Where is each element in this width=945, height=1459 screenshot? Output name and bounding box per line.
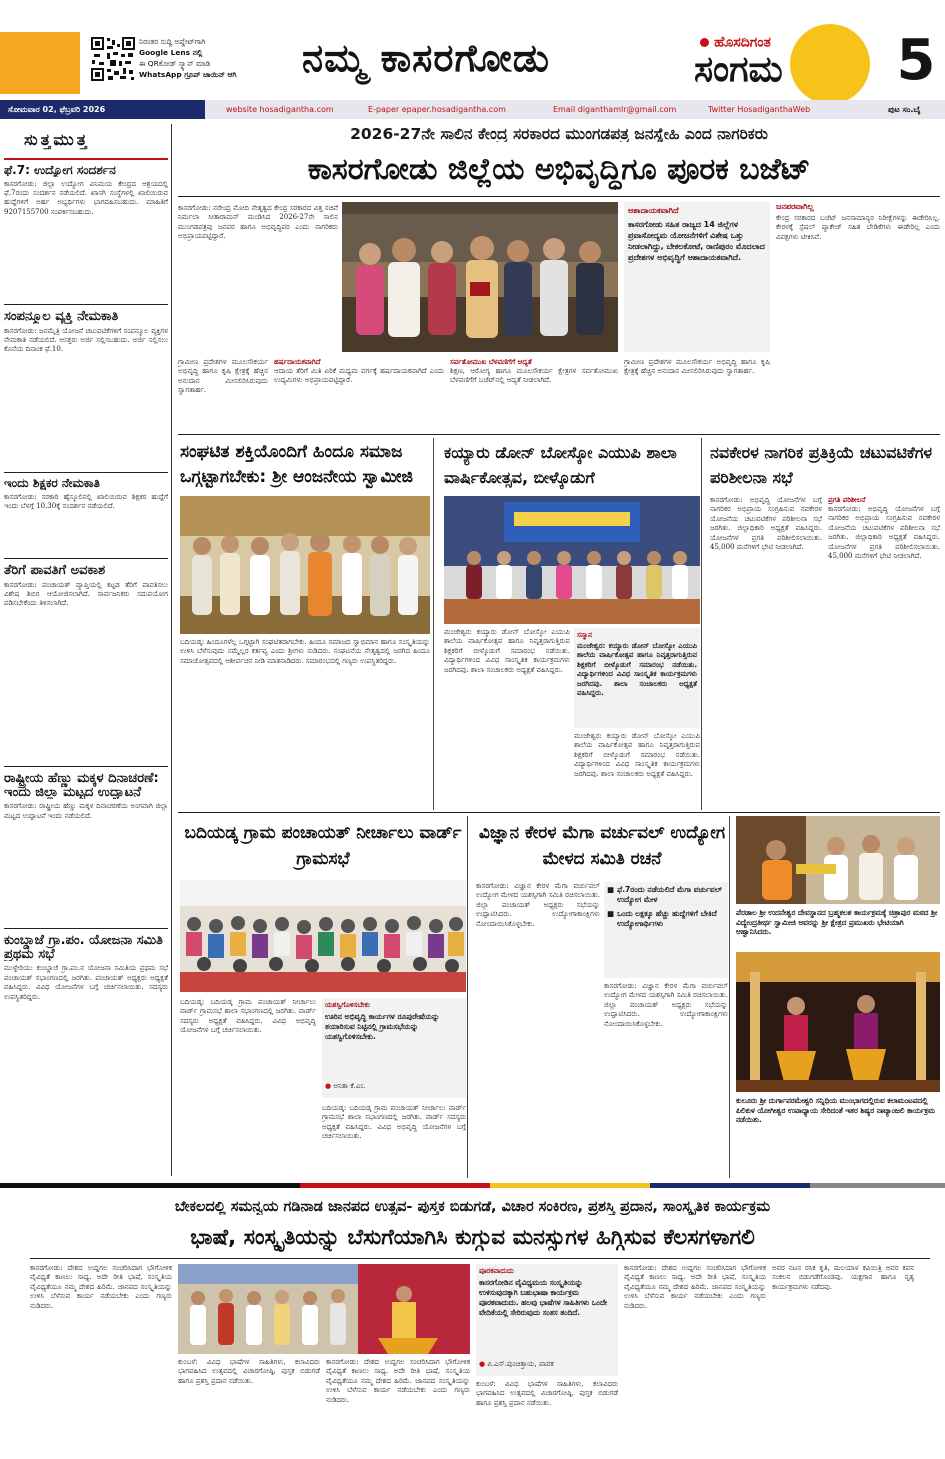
square-bullet-icon: ■ (607, 885, 615, 894)
page-label: ಪುಟ ಸಂ.ಬೈ (888, 105, 921, 114)
harsha-body: ಆದಾಯ ತೆರಿಗೆ ಮಿತಿ ಏರಿಕೆ ಮಧ್ಯಮ ವರ್ಗಕ್ಕೆ ಹರ್ಷದಾಯಕವಾಗಿದೆ ಎಂದು ಉದ್ಯಮಿಗಳು ಅಭಿಪ್ರಾಯಪಟ್ಟಿದ್ದಾರೆ. (274, 367, 444, 385)
bottom-byline-text: ಪಿ.ಎಸ್.ಪುಂಚಿತ್ತಾಯ, ಪಾವಕ (487, 1360, 554, 1368)
brand-logo-icon (700, 38, 709, 47)
byline-bullet-icon: ● (325, 1082, 332, 1090)
masthead-title: ನಮ್ಮ ಕಾಸರಗೋಡು (302, 36, 551, 80)
epaper-link[interactable]: E-paper epaper.hosadigantha.com (368, 105, 506, 114)
gramasabha-box (322, 998, 466, 1098)
gramasabha-byline-text: ಅನಿತಾ ಕೆ.ಎಂ. (333, 1082, 366, 1090)
navakerala-sub (828, 496, 940, 803)
brief-1-body: ಕಾಸರಗೋಡು: ಜಿಲ್ಲಾ ಉದ್ಯೋಗ ವಿನಿಮಯ ಕೇಂದ್ರದ ಆಶ್ರಯದಲ್ಲಿ ಫೆ.7ರಂದು ಸಂದರ್ಶನ ನಡೆಯಲಿದೆ. ಖಾಸಗಿ ಸಂಸ್ಥೆಗಳಲ್ಲಿ ಖಾಲಿಯಿರುವ ಹುದ್ದೆಗಳಿಗೆ ಅರ್ಹ ಅಭ್ಯರ್ಥಿಗಳು ಭಾಗವಹಿಸಬಹುದು. ಮಾಹಿತಿಗೆ 9207155700 ಸಂಪರ್ಕಿಸಬಹುದು. (4, 179, 168, 216)
section-divider (178, 812, 940, 813)
yellow-circle (790, 24, 870, 104)
bottom-box-byline (479, 1360, 615, 1369)
right-photos (736, 816, 940, 1178)
donbosco-photo (444, 496, 700, 624)
lead-body-3: ಗ್ರಾಮೀಣ ಪ್ರದೇಶಗಳ ಮೂಲಸೌಕರ್ಯ ಅಭಿವೃದ್ಧಿ ಹಾಗೂ ಕೃಷಿ ಕ್ಷೇತ್ರಕ್ಕೆ ಹೆಚ್ಚಿನ ಅನುದಾನ ಮೀಸಲಿರಿಸಿರುವುದು ಸ್ವಾಗತಾರ್ಹ. (624, 358, 770, 376)
divider (4, 558, 168, 559)
left-column (0, 124, 172, 1176)
band-yellow-segment (490, 1183, 650, 1188)
story-donbosco (440, 438, 702, 810)
brief-6-body: ಮುಳ್ಳೇರಿಯ: ಕುಂಬ್ಡಾಜೆ ಗ್ರಾ.ಪಂ.ನ ಯೋಜನಾ ಸಮಿತಿಯ ಪ್ರಥಮ ಸಭೆ ಪಂಚಾಯತ್ ಸಭಾಂಗಣದಲ್ಲಿ ಜರಗಿತು. ಪಂಚಾಯತ್ ಅಧ್ಯಕ್ಷರು ಅಧ್ಯಕ್ಷತೆ ವಹಿಸಿದ್ದರು. ವಿವಿಧ ಯೋಜನೆಗಳ ಬಗ್ಗೆ ಚರ್ಚಿಸಲಾಯಿತು. ಸದಸ್ಯರು ಉಪಸ್ಥಿತರಿದ್ದರು. (4, 964, 168, 1001)
band-blue-segment (650, 1183, 810, 1188)
lead-body-2: ಗ್ರಾಮೀಣ ಪ್ರದೇಶಗಳ ಮೂಲಸೌಕರ್ಯ ಅಭಿವೃದ್ಧಿ ಹಾಗೂ ಕೃಷಿ ಕ್ಷೇತ್ರಕ್ಕೆ ಹೆಚ್ಚಿನ ಅನುದಾನ ಮೀಸಲಿರಿಸಿರುವುದು ಸ್ವಾಗತಾರ್ಹ. (178, 358, 268, 395)
bottom-photo-1 (178, 1264, 470, 1354)
bottom-story (0, 1194, 945, 1459)
navakerala-sub-body: ಕಾಸರಗೋಡು: ಅಭಿವೃದ್ಧಿ ಯೋಜನೆಗಳ ಬಗ್ಗೆ ನಾಗರಿಕರ ಅಭಿಪ್ರಾಯ ಸಂಗ್ರಹಿಸುವ ನವಕೇರಳ ಯೋಜನೆಯ ಚಟುವಟಿಕೆಗಳ ಪರಿಶೀಲನಾ ಸಭೆ ಜರಗಿತು. ಜಿಲ್ಲಾಧಿಕಾರಿ ಅಧ್ಯಕ್ಷತೆ ವಹಿಸಿದ್ದರು. ಯೋಜನೆಗಳ ಪ್ರಗತಿ ಪರಿಶೀಲಿಸಲಾಯಿತು. 45,000 ಮನೆಗಳಿಗೆ ಭೇಟಿ ನೀಡಲಾಗಿದೆ. (828, 505, 940, 561)
bottom-box-head: ಪೂರಕವಾದುದು (479, 1267, 514, 1275)
temple-visit-photo (736, 816, 940, 904)
navakerala-body: ಕಾಸರಗೋಡು: ಅಭಿವೃದ್ಧಿ ಯೋಜನೆಗಳ ಬಗ್ಗೆ ನಾಗರಿಕರ ಅಭಿಪ್ರಾಯ ಸಂಗ್ರಹಿಸುವ ನವಕೇರಳ ಯೋಜನೆಯ ಚಟುವಟಿಕೆಗಳ ಪರಿಶೀಲನಾ ಸಭೆ ಜರಗಿತು. ಜಿಲ್ಲಾಧಿಕಾರಿ ಅಧ್ಯಕ್ಷತೆ ವಹಿಸಿದ್ದರು. ಯೋಜನೆಗಳ ಪ್ರಗತಿ ಪರಿಶೀಲಿಸಲಾಯಿತು. 45,000 ಮನೆಗಳಿಗೆ ಭೇಟಿ ನೀಡಲಾಗಿದೆ. (710, 496, 822, 552)
donbosco-box-body: ಮಂಜೇಶ್ವರ: ಕಯ್ಯಾರು ಡೋನ್ ಬೋಸ್ಕೋ ಎಯುಪಿ ಶಾಲೆಯ ವಾರ್ಷಿಕೋತ್ಸವ ಹಾಗೂ ನಿವೃತ್ತರಾಗುತ್ತಿರುವ ಶಿಕ್ಷಕರಿಗೆ ಬೀಳ್ಕೊಡುಗೆ ಸಮಾರಂಭ ನಡೆಯಿತು. ವಿದ್ಯಾರ್ಥಿಗಳಿಂದ ವಿವಿಧ ಸಾಂಸ್ಕೃತಿಕ ಕಾರ್ಯಕ್ರಮಗಳು ಜರಗಿದವು. ಶಾಲಾ ಸಂಚಾಲಕರು ಅಧ್ಯಕ್ಷತೆ ವಹಿಸಿದ್ದರು. (577, 642, 697, 698)
gramasabha-headline: ಬದಿಯಡ್ಕ ಗ್ರಾಮ ಪಂಚಾಯತ್ ನೀರ್ಚಾಲು ವಾರ್ಡ್ ಗ್ರಾಮಸಭೆ (184, 823, 462, 869)
coop-head: ಸರ್ವತೋಮುಖ ಬೆಳವಣಿಗೆಗೆ ಆದ್ಯತೆ (450, 358, 532, 366)
bottom-body-3: ಕುಂಬಳೆ: ವಿವಿಧ ಭಾಷೆಗಳ ಸಾಹಿತಿಗಳು, ಕಲಾವಿದರು ಭಾಗವಹಿಸಿದ ಉತ್ಸವದಲ್ಲಿ ವಿಚಾರಗೋಷ್ಠಿ, ಪುಸ್ತಕ ಬಿಡುಗಡೆ ಹಾಗೂ ಪ್ರಶಸ್ತಿ ಪ್ರದಾನ ನಡೆಯಿತು. (476, 1380, 618, 1407)
website-link[interactable]: website hosadigantha.com (226, 105, 334, 114)
jobfair-bullet-1-text: ಫೆ.7ರಂದು ನಡೆಯಲಿದೆ ಮೆಗಾ ವರ್ಚುವಲ್ ಉದ್ಯೋಗ ಮೇಳ (617, 885, 723, 904)
lead-story (178, 124, 940, 432)
bottom-quote-box (476, 1264, 618, 1376)
brief-6 (4, 934, 168, 1144)
gramasabha-body-2: ಬದಿಯಡ್ಕ: ಬದಿಯಡ್ಕ ಗ್ರಾಮ ಪಂಚಾಯತ್ ನೀರ್ಚಾಲು ವಾರ್ಡ್ ಗ್ರಾಮಸಭೆ ಶಾಲಾ ಸಭಾಂಗಣದಲ್ಲಿ ಜರಗಿತು. ವಾರ್ಡ್ ಸದಸ್ಯರು ಅಧ್ಯಕ್ಷತೆ ವಹಿಸಿದ್ದರು. ವಿವಿಧ ಅಭಿವೃದ್ಧಿ ಯೋಜನೆಗಳ ಬಗ್ಗೆ ಚರ್ಚಿಸಲಾಯಿತು. (322, 1104, 466, 1141)
book-release-photo (178, 1264, 470, 1354)
brief-2 (4, 310, 168, 445)
donbosco-box (574, 628, 700, 728)
lead-body-1: ಕಾಸರಗೋಡು: ನರೇಂದ್ರ ಮೋದಿ ನೇತೃತ್ವದ ಕೇಂದ್ರ ಸರಕಾರದ ವಿತ್ತ ಸಚಿವೆ ನಿರ್ಮಲಾ ಸೀತಾರಾಮನ್ ಮಂಡಿಸಿದ 2026-27ನೇ ಸಾಲಿನ ಮುಂಗಡಪತ್ರವು ಜನಪರ ಹಾಗೂ ಅಭಿವೃದ್ಧಿಪರ ಎಂದು ನಾಗರಿಕರು ಅಭಿಪ್ರಾಯಪಟ್ಟಿದ್ದಾರೆ. (178, 204, 338, 241)
qr-line-4: WhatsApp ಗ್ರೂಪ್ ಜಾಯಿನ್ ಆಗಿ (139, 70, 237, 79)
lead-harsha (274, 358, 444, 427)
brief-3-body: ಕಾಸರಗೋಡು: ಸರಕಾರಿ ಹೈಸ್ಕೂಲಿನಲ್ಲಿ ಖಾಲಿಯಿರುವ ಶಿಕ್ಷಕರ ಹುದ್ದೆಗೆ ಇಂದು ಬೆಳಗ್ಗೆ 10.30ಕ್ಕೆ ಸಂದರ್ಶನ ನಡೆಯಲಿದೆ. (4, 492, 168, 510)
swamiji-visit-photo (736, 816, 940, 904)
bottom-body-4: ಕಾಸರಗೋಡು: ದೇಶದ ಉದ್ದಗಲ ಸಂಚರಿಸಿದಾಗ ಭೌಗೋಳಿಕ ವೈವಿಧ್ಯತೆ ಕಾಣಲು ಸಾಧ್ಯ. ಅದೇ ರೀತಿ ಭಾಷೆ, ಸಂಸ್ಕೃತಿಯ ವೈವಿಧ್ಯತೆಯೂ ನಮ್ಮ ದೇಶದ ಹಿರಿಮೆ. ಜಾನಪದ ಸಂಸ್ಕೃತಿಯನ್ನು ಉಳಿಸಿ ಬೆಳೆಸುವ ಕಾರ್ಯ ನಡೆಯಬೇಕು ಎಂದು ಗಣ್ಯರು ನುಡಿದರು. (624, 1264, 766, 1310)
info-bar (0, 100, 945, 119)
brief-2-body: ಕಾಸರಗೋಡು: ಜನಮೈತ್ರಿ ಯೋಜನೆ ಚಟುವಟಿಕೆಗಳಿಗೆ ಸಂಪನ್ಮೂಲ ವ್ಯಕ್ತಿಗಳ ನೇಮಕಾತಿ ನಡೆಯಲಿದೆ. ಆಸಕ್ತರು ಅರ್ಜಿ ಸಲ್ಲಿಸಬಹುದು. ಅರ್ಜಿ ಸಲ್ಲಿಸಲು ಕೊನೆಯ ದಿನಾಂಕ ಫೆ.10. (4, 326, 168, 354)
budget-presentation-photo (342, 202, 618, 352)
jobfair-bullet-2-text: ಒಂದು ಲಕ್ಷಕ್ಕೂ ಹೆಚ್ಚು ಹುದ್ದೆಗಳಿಗೆ ಬೇಕಿದೆ ಉದ್ಯೋಗಾರ್ಥಿಗಳು (617, 909, 717, 928)
jobfair-body-2: ಕಾಸರಗೋಡು: ವಿಜ್ಞಾನ ಕೇರಳ ಮೆಗಾ ವರ್ಚುವಲ್ ಉದ್ಯೋಗ ಮೇಳದ ಯಶಸ್ಸಿಗಾಗಿ ಸಮಿತಿ ರಚಿಸಲಾಯಿತು. ಜಿಲ್ಲಾ ಪಂಚಾಯತ್ ಅಧ್ಯಕ್ಷರು ಸಭೆಯನ್ನು ಉದ್ಘಾಟಿಸಿದರು. ಉದ್ಯೋಗಾಕಾಂಕ್ಷಿಗಳು ನೋಂದಾಯಿಸಿಕೊಳ್ಳಬೇಕು. (604, 982, 728, 1028)
band-black-segment (0, 1183, 300, 1188)
qr-instructions (139, 36, 299, 80)
dance-caption: ಕುಲೂರು ಶ್ರೀ ದುರ್ಗಾಪರಮೇಶ್ವರಿ ಸನ್ನಿಧಿಯ ಮುಂಭಾಗದಲ್ಲಿರುವ ಕಲಾಮಂಟಪದಲ್ಲಿ ಪಿಲಿಕುಳ ಯೋಗೀಶ್ವರ ಉಪಾಧ್ಯಾಯ ಸೇರಿದಂತೆ ಇತರ ಶಿಷ್ಯರ ನಾಟ್ಯಾಂಜಲಿ ಕಾರ್ಯಕ್ರಮ ನಡೆಯಿತು. (736, 1096, 935, 1125)
temple-visit-caption: ಪೆರಡಾಲ ಶ್ರೀ ಉದನೇಶ್ವರ ದೇವಸ್ಥಾನದ ಬ್ರಹ್ಮಕಲಶ ಕಾರ್ಯಕ್ರಮಕ್ಕೆ ಚಿತ್ರಾಪುರ ಮಠದ ಶ್ರೀ ವಿದ್ಯೇಂದ್ರತೀರ್ಥ ಸ್ವಾಮೀಜಿ ಅವರನ್ನು ಶ್ರೀ ಕ್ಷೇತ್ರದ ಪ್ರಮುಖರು ಭೇಟಿಯಾಗಿ ಆಹ್ವಾನಿಸಿದರು. (736, 908, 938, 937)
lead-box-body: ಕಾಸರಗೋಡು ಸಹಿತ ರಾಜ್ಯದ 14 ಜಿಲ್ಲೆಗಳ ಪ್ರವಾಸೋದ್ಯಮ ಯೋಜನೆಗಳಿಗೆ ವಿಶೇಷ ಒತ್ತು ನೀಡಲಾಗಿದ್ದು, ಬೇಕಲಕೋಟೆ, ರಾಣಿಪುರಂ ಮೊದಲಾದ ಪ್ರದೇಶಗಳ ಅಭಿವೃದ್ಧಿಗೆ ಆಶಾದಾಯಕವಾಗಿದೆ. (628, 220, 765, 262)
qr-line-2: Google Lens ನಲ್ಲಿ (139, 48, 203, 57)
divider (4, 304, 168, 305)
donbosco-headline: ಕಯ್ಯಾರು ಡೋನ್ ಬೋಸ್ಕೋ ಎಯುಪಿ ಶಾಲಾ ವಾರ್ಷಿಕೋತ್ಸವ, ಬೀಳ್ಕೊಡುಗೆ (444, 443, 677, 487)
bottom-body: ಕಾಸರಗೋಡು: ದೇಶದ ಉದ್ದಗಲ ಸಂಚರಿಸಿದಾಗ ಭೌಗೋಳಿಕ ವೈವಿಧ್ಯತೆ ಕಾಣಲು ಸಾಧ್ಯ. ಅದೇ ರೀತಿ ಭಾಷೆ, ಸಂಸ್ಕೃತಿಯ ವೈವಿಧ್ಯತೆಯೂ ನಮ್ಮ ದೇಶದ ಹಿರಿಮೆ. ಜಾನಪದ ಸಂಸ್ಕೃತಿಯನ್ನು ಉಳಿಸಿ ಬೆಳೆಸುವ ಕಾರ್ಯ ನಡೆಯಬೇಕು ಎಂದು ಗಣ್ಯರು ನುಡಿದರು. (30, 1264, 172, 1310)
brief-6-headline: ಕುಂಬ್ಡಾಜೆ ಗ್ರಾ.ಪಂ. ಯೋಜನಾ ಸಮಿತಿ ಪ್ರಥಮ ಸಭೆ (4, 934, 163, 962)
donbosco-box-head: ಸನ್ಮಾನ (577, 631, 592, 639)
gramasabha-body: ಬದಿಯಡ್ಕ: ಬದಿಯಡ್ಕ ಗ್ರಾಮ ಪಂಚಾಯತ್ ನೀರ್ಚಾಲು ವಾರ್ಡ್ ಗ್ರಾಮಸಭೆ ಶಾಲಾ ಸಭಾಂಗಣದಲ್ಲಿ ಜರಗಿತು. ವಾರ್ಡ್ ಸದಸ್ಯರು ಅಧ್ಯಕ್ಷತೆ ವಹಿಸಿದ್ದರು. ವಿವಿಧ ಅಭಿವೃದ್ಧಿ ಯೋಜನೆಗಳ ಬಗ್ಗೆ ಚರ್ಚಿಸಲಾಯಿತು. (180, 998, 316, 1035)
lead-side (776, 202, 940, 432)
page-number: 5 (896, 28, 936, 93)
bottom-rule (30, 1258, 930, 1259)
section-badge (690, 30, 890, 98)
brand-name: ಹೊಸದಿಗಂತ (714, 34, 771, 51)
bottom-body-2: ಕುಂಬಳೆ: ವಿವಿಧ ಭಾಷೆಗಳ ಸಾಹಿತಿಗಳು, ಕಲಾವಿದರು ಭಾಗವಹಿಸಿದ ಉತ್ಸವದಲ್ಲಿ ವಿಚಾರಗೋಷ್ಠಿ, ಪುಸ್ತಕ ಬಿಡುಗಡೆ ಹಾಗೂ ಪ್ರಶಸ್ತಿ ಪ್ರದಾನ ನಡೆಯಿತು. (178, 1358, 320, 1385)
samaja-headline: ಸಂಘಟಿತ ಶಕ್ತಿಯೊಂದಿಗೆ ಹಿಂದೂ ಸಮಾಜ ಒಗ್ಗಟ್ಟಾಗಬೇಕು: ಶ್ರೀ ಆಂಜನೇಯ ಸ್ವಾಮೀಜಿ (180, 442, 413, 487)
lead-photo (342, 202, 618, 352)
lead-box-head: ಆಶಾದಾಯಕವಾಗಿದೆ (628, 206, 679, 215)
gramasabha-photo (180, 880, 466, 992)
lead-headline: ಕಾಸರಗೋಡು ಜಿಲ್ಲೆಯ ಅಭಿವೃದ್ಧಿಗೂ ಪೂರಕ ಬಜೆಟ್ (307, 152, 811, 187)
story-gramasabha (178, 816, 468, 1178)
divider (4, 928, 168, 929)
story-jobfair (474, 816, 730, 1178)
gramasabha-box-head: ಯಶಸ್ವಿಗೊಳಿಸಬೇಕು (325, 1001, 370, 1009)
gramasabha-box-byline (325, 1082, 463, 1091)
brief-4 (4, 564, 168, 743)
bottom-body-5: ಅವರ ನಟನ ರಸಿಕ ಕೃತಿ, ಮಲಯಾಳ ಕವಿಯಿತ್ರಿ ಅವರ ಕವನ ಸಂಕಲನ ಬಿಡುಗಡೆಗೊಂಡವು. ಯಕ್ಷಗಾನ ಹಾಗೂ ನೃತ್ಯ ಕಾರ್ಯಕ್ರಮಗಳು ನಡೆದವು. (772, 1264, 914, 1291)
lead-quote-box (624, 202, 770, 352)
section-name: ಸಂಗಮ (694, 49, 783, 90)
navakerala-headline: ನವಕೇರಳ ನಾಗರಿಕ ಪ್ರತಿಕ್ರಿಯೆ ಚಟುವಟಿಕೆಗಳ ಪರಿಶೀಲನಾ ಸಭೆ (710, 443, 933, 487)
bottom-body-2b: ಕಾಸರಗೋಡು: ದೇಶದ ಉದ್ದಗಲ ಸಂಚರಿಸಿದಾಗ ಭೌಗೋಳಿಕ ವೈವಿಧ್ಯತೆ ಕಾಣಲು ಸಾಧ್ಯ. ಅದೇ ರೀತಿ ಭಾಷೆ, ಸಂಸ್ಕೃತಿಯ ವೈವಿಧ್ಯತೆಯೂ ನಮ್ಮ ದೇಶದ ಹಿರಿಮೆ. ಜಾನಪದ ಸಂಸ್ಕೃತಿಯನ್ನು ಉಳಿಸಿ ಬೆಳೆಸುವ ಕಾರ್ಯ ನಡೆಯಬೇಕು ಎಂದು ಗಣ್ಯರು ನುಡಿದರು. (326, 1358, 470, 1404)
stage-dignitaries-photo (180, 496, 430, 634)
samaja-body: ಬದಿಯಡ್ಕ: ಹಿಂದೂಗಳೆಲ್ಲ ಒಗ್ಗಟ್ಟಾಗಿ ಸಂಘಟಿತರಾಗಬೇಕು. ಹಿಂದೂ ಸಮಾಜದ ಸ್ವಾಭಿಮಾನ ಹಾಗೂ ಸಂಸ್ಕೃತಿಯನ್ನು ಉಳಿಸಿ ಬೆಳೆಸುವುದು ನಮ್ಮೆಲ್ಲರ ಕರ್ತವ್ಯ ಎಂದು ಶ್ರೀಗಳು ನುಡಿದರು. ಸಂಘಟನೆಯ ನೇತೃತ್ವದಲ್ಲಿ ಜರಗಿದ ಹಿಂದೂ ಸಮಾಜೋತ್ಸವದಲ್ಲಿ ಆಶೀರ್ವಚನ ನೀಡಿ ಮಾತನಾಡಿದರು. ಸಮಾರಂಭದಲ್ಲಿ ಗಣ್ಯರು ಉಪಸ್ಥಿತರಿದ್ದರು. (180, 638, 430, 665)
dance-photo (736, 952, 940, 1092)
section-logo-text: ಸುತ್ತಮುತ್ತ (24, 130, 90, 149)
donbosco-body: ಮಂಜೇಶ್ವರ: ಕಯ್ಯಾರು ಡೋನ್ ಬೋಸ್ಕೋ ಎಯುಪಿ ಶಾಲೆಯ ವಾರ್ಷಿಕೋತ್ಸವ ಹಾಗೂ ನಿವೃತ್ತರಾಗುತ್ತಿರುವ ಶಿಕ್ಷಕರಿಗೆ ಬೀಳ್ಕೊಡುಗೆ ಸಮಾರಂಭ ನಡೆಯಿತು. ವಿದ್ಯಾರ್ಥಿಗಳಿಂದ ವಿವಿಧ ಸಾಂಸ್ಕೃತಿಕ ಕಾರ್ಯಕ್ರಮಗಳು ಜರಗಿದವು. ಶಾಲಾ ಸಂಚಾಲಕರು ಅಧ್ಯಕ್ಷತೆ ವಹಿಸಿದ್ದರು. (444, 628, 570, 674)
brief-2-headline: ಸಂಪನ್ಮೂಲ ವ್ಯಕ್ತಿ ನೇಮಕಾತಿ (4, 310, 119, 324)
bharatanatyam-dance-photo (736, 952, 940, 1092)
brief-4-body: ಕಾಸರಗೋಡು: ಪಂಚಾಯತ್ ವ್ಯಾಪ್ತಿಯಲ್ಲಿ ಕಟ್ಟಡ ತೆರಿಗೆ ಪಾವತಿಸಲು ವಿಶೇಷ ಶಿಬಿರ ಆಯೋಜಿಸಲಾಗಿದೆ. ಸಾರ್ವಜನಿಕರು ಸದುಪಯೋಗ ಪಡಿಸಬೇಕೆಂದು ತಿಳಿಸಲಾಗಿದೆ. (4, 580, 168, 608)
section-logo (24, 130, 90, 152)
email-link[interactable]: Email diganthamlr@gmail.com (553, 105, 677, 114)
jobfair-bullet-2 (607, 909, 725, 929)
story-samaja (178, 438, 434, 810)
jobfair-bullets (604, 882, 728, 978)
brief-5-headline: ರಾಷ್ಟ್ರೀಯ ಹೆಣ್ಣು ಮಕ್ಕಳ ದಿನಾಚರಣೆ: ಇಂದು ಜಿಲ್ಲಾ ಮಟ್ಟದ ಉದ್ಘಾಟನೆ (4, 772, 159, 800)
brief-1-headline: ಫೆ.7: ಉದ್ಯೋಗ ಸಂದರ್ಶನ (4, 164, 116, 177)
brief-1 (4, 164, 168, 270)
village-meeting-photo (180, 880, 466, 992)
brief-5-body: ಕಾಸರಗೋಡು: ರಾಷ್ಟ್ರೀಯ ಹೆಣ್ಣು ಮಕ್ಕಳ ದಿನಾಚರಣೆಯ ಅಂಗವಾಗಿ ಜಿಲ್ಲಾ ಮಟ್ಟದ ಉದ್ಘಾಟನೆ ಇಂದು ನಡೆಯಲಿದೆ. (4, 802, 168, 820)
lead-side-head: ಜನಪರವಾಗಿಲ್ಲ (776, 202, 814, 211)
qr-code[interactable] (90, 36, 136, 82)
lead-coop (450, 358, 618, 427)
byline-bullet-icon: ● (479, 1360, 486, 1368)
lead-side-body: ಕೇಂದ್ರ ಸರಕಾರದ ಬಜೆಟ್ ಜನಸಾಮಾನ್ಯರ ನಿರೀಕ್ಷೆಗಳನ್ನು ಈಡೇರಿಸಿಲ್ಲ. ಕೇರಳಕ್ಕೆ ಸ್ಪೆಷಲ್ ಪ್ಯಾಕೇಜ್ ಸಹಿತ ಬೇಡಿಕೆಗಳು ಈಡೇರಿಲ್ಲ ಎಂದು ವಿಪಕ್ಷಗಳು ಟೀಕಿಸಿವೆ. (776, 214, 940, 241)
jobfair-bullet-1 (607, 885, 725, 905)
brief-3 (4, 477, 168, 555)
school-day-stage-photo (444, 496, 700, 624)
bottom-box-body: ಕಾಸರಗೋಡಿನ ವೈವಿಧ್ಯಮಯ ಸಂಸ್ಕೃತಿಯನ್ನು ಉಳಿಸುವುದಕ್ಕಾಗಿ ಬಹುಭಾಷಾ ಕಾರ್ಯಕ್ರಮ ಪೂರಕವಾದುದು. ಹಲವು ಭಾಷೆಗಳ ಸಾಹಿತಿಗಳು ಒಂದೇ ವೇದಿಕೆಯಲ್ಲಿ ಸೇರಿರುವುದು ಸಂತಸ ತಂದಿದೆ. (479, 1278, 608, 1317)
issue-date: ಸೋಮವಾರ 02, ಫೆಬ್ರವರಿ 2026 (0, 100, 205, 119)
orange-corner-block (0, 32, 80, 94)
gramasabha-box-body: ಊರಿನ ಅಭಿವೃದ್ಧಿ ಕಾರ್ಯಗಳ ರೂಪುರೇಷೆಯನ್ನು ತಯಾರಿಸುವ ನಿಟ್ಟಿನಲ್ಲಿ ಗ್ರಾಮಸಭೆಯನ್ನು ಯಶಸ್ವಿಗೊಳಿಸಬೇಕು. (325, 1012, 440, 1041)
coop-body: ಶಿಕ್ಷಣ, ಆರೋಗ್ಯ ಹಾಗೂ ಮೂಲಸೌಕರ್ಯ ಕ್ಷೇತ್ರಗಳ ಸರ್ವತೋಮುಖ ಬೆಳವಣಿಗೆಗೆ ಬಜೆಟ್‌ನಲ್ಲಿ ಆದ್ಯತೆ ನೀಡಲಾಗಿದೆ. (450, 367, 618, 385)
divider (4, 766, 168, 767)
brief-3-headline: ಇಂದು ಶಿಕ್ಷಕರ ನೇಮಕಾತಿ (4, 477, 100, 490)
lead-kicker: 2026-27ನೇ ಸಾಲಿನ ಕೇಂದ್ರ ಸರಕಾರದ ಮುಂಗಡಪತ್ರ ಜನಸ್ನೇಹಿ ಎಂದ ನಾಗರಿಕರು (350, 126, 768, 143)
twitter-link[interactable]: Twitter HosadiganthaWeb (708, 105, 811, 114)
band-red-segment (300, 1183, 490, 1188)
jobfair-headline: ವಿಜ್ಞಾನ ಕೇರಳ ಮೆಗಾ ವರ್ಚುವಲ್ ಉದ್ಯೋಗ ಮೇಳದ ಸಮಿತಿ ರಚನೆ (478, 823, 726, 869)
story-navakerala (708, 438, 940, 810)
samaja-photo (180, 496, 430, 634)
jobfair-body: ಕಾಸರಗೋಡು: ವಿಜ್ಞಾನ ಕೇರಳ ಮೆಗಾ ವರ್ಚುವಲ್ ಉದ್ಯೋಗ ಮೇಳದ ಯಶಸ್ಸಿಗಾಗಿ ಸಮಿತಿ ರಚಿಸಲಾಯಿತು. ಜಿಲ್ಲಾ ಪಂಚಾಯತ್ ಅಧ್ಯಕ್ಷರು ಸಭೆಯನ್ನು ಉದ್ಘಾಟಿಸಿದರು. ಉದ್ಯೋಗಾಕಾಂಕ್ಷಿಗಳು ನೋಂದಾಯಿಸಿಕೊಳ್ಳಬೇಕು. (476, 882, 600, 928)
bottom-kicker: ಬೇಕಲದಲ್ಲಿ ಸಮನ್ವಯ ಗಡಿನಾಡ ಜಾನಪದ ಉತ್ಸವ- ಪುಸ್ತಕ ಬಿಡುಗಡೆ, ವಿಚಾರ ಸಂಕಿರಣ, ಪ್ರಶಸ್ತಿ ಪ್ರದಾನ, ಸಾಂಸ್ಕೃತಿಕ ಕಾರ್ಯಕ್ರಮ (174, 1200, 771, 1215)
navakerala-sub-head: ಪ್ರಗತಿ ಪರಿಶೀಲನೆ (828, 496, 866, 504)
bottom-headline: ಭಾಷೆ, ಸಂಸ್ಕೃತಿಯನ್ನು ಬೆಸುಗೆಯಾಗಿಸಿ ಕುಗ್ಗುವ ಮನಸ್ಸುಗಳ ಹಿಗ್ಗಿಸುವ ಕೆಲಸಗಳಾಗಲಿ (190, 1225, 755, 1250)
brief-5 (4, 772, 168, 888)
band-grey-segment (810, 1183, 945, 1188)
decorative-band (0, 1180, 945, 1192)
square-bullet-icon: ■ (607, 909, 615, 918)
brief-4-headline: ತೆರಿಗೆ ಪಾವತಿಗೆ ಅವಕಾಶ (4, 564, 106, 578)
lead-rule (178, 196, 940, 197)
masthead (0, 0, 945, 100)
qr-line-3: ಈ QR‌ಕೋಡ್ ಸ್ಕ್ಯಾನ್ ಮಾಡಿ (139, 59, 211, 68)
left-logo-rule (4, 158, 168, 160)
qr-line-1: ನಿರಂತರ ಸುದ್ದಿ ಅಪ್ಡೇಟ್‌ಗಾಗಿ (139, 37, 206, 46)
divider (4, 472, 168, 473)
donbosco-body-2: ಮಂಜೇಶ್ವರ: ಕಯ್ಯಾರು ಡೋನ್ ಬೋಸ್ಕೋ ಎಯುಪಿ ಶಾಲೆಯ ವಾರ್ಷಿಕೋತ್ಸವ ಹಾಗೂ ನಿವೃತ್ತರಾಗುತ್ತಿರುವ ಶಿಕ್ಷಕರಿಗೆ ಬೀಳ್ಕೊಡುಗೆ ಸಮಾರಂಭ ನಡೆಯಿತು. ವಿದ್ಯಾರ್ಥಿಗಳಿಂದ ವಿವಿಧ ಸಾಂಸ್ಕೃತಿಕ ಕಾರ್ಯಕ್ರಮಗಳು ಜರಗಿದವು. ಶಾಲಾ ಸಂಚಾಲಕರು ಅಧ್ಯಕ್ಷತೆ ವಹಿಸಿದ್ದರು. (574, 732, 700, 778)
section-divider (178, 434, 940, 435)
harsha-head: ಹರ್ಷದಾಯಕವಾಗಿದೆ (274, 358, 321, 366)
